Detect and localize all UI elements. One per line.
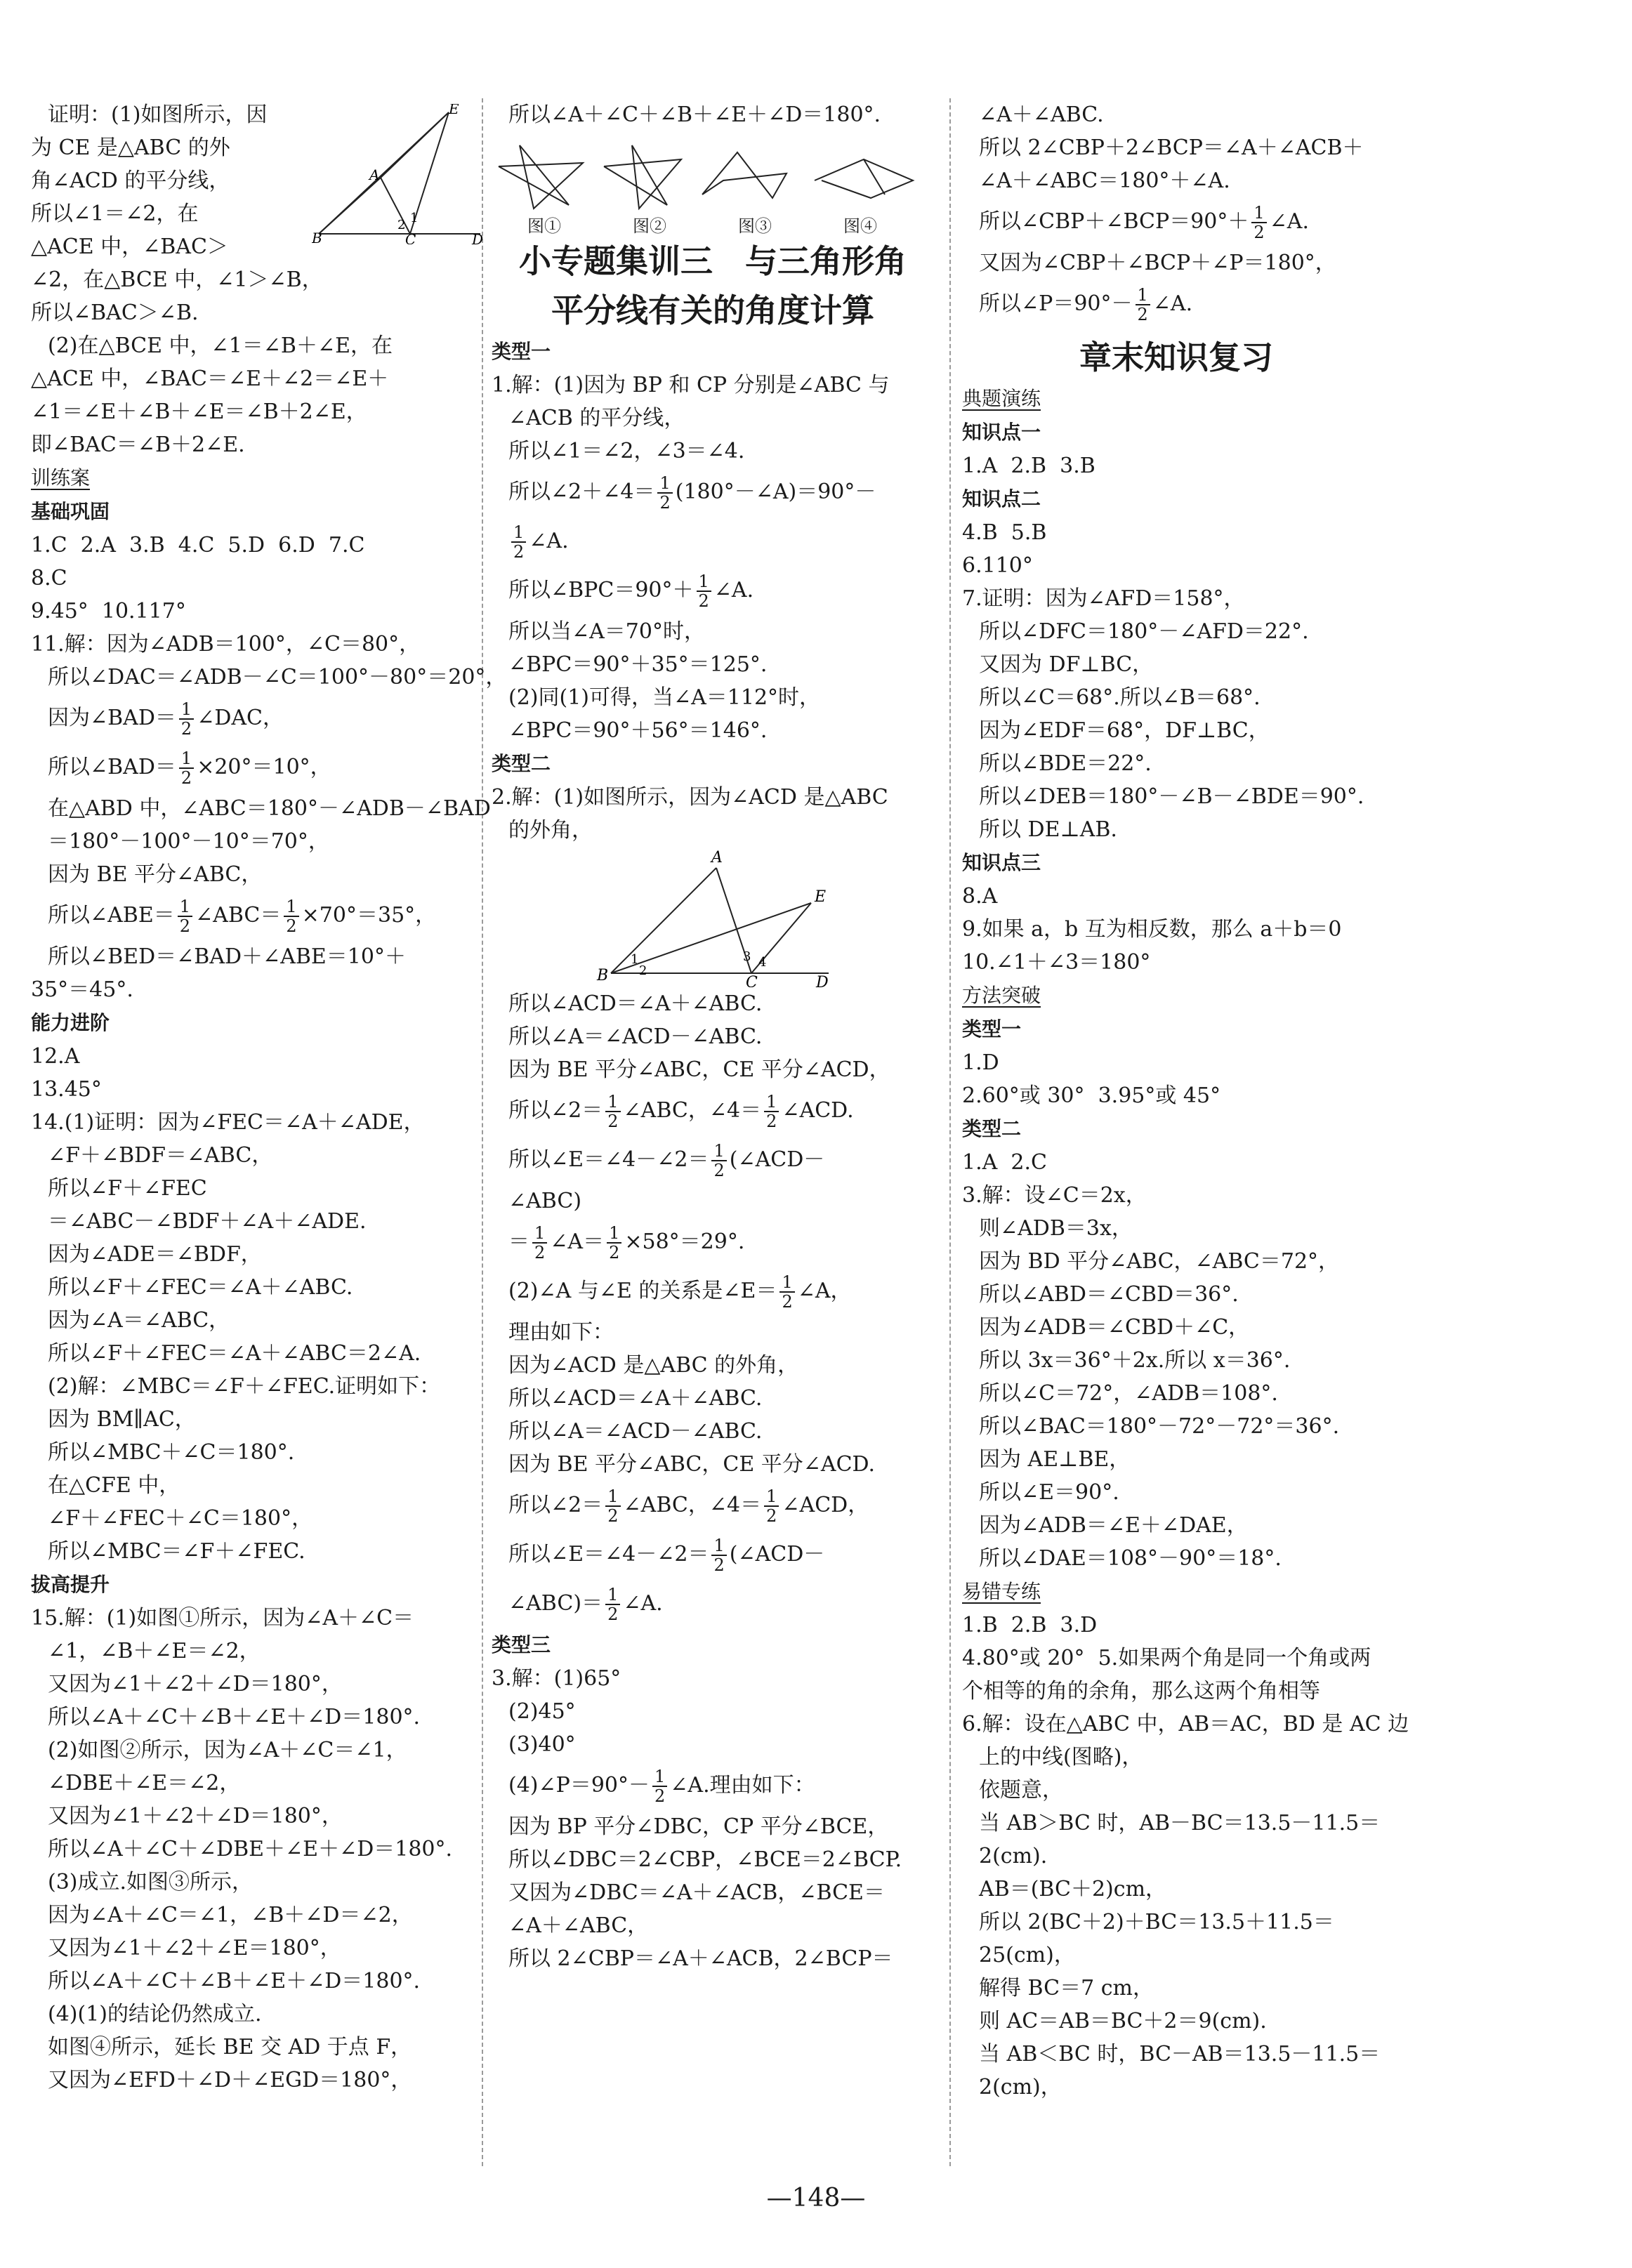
solution-line: 所以∠DAC＝∠ADB－∠C＝100°－80°＝20°， — [48, 665, 507, 690]
solution-line: 2.解：(1)如图所示，因为∠ACD 是△ABC — [492, 785, 888, 810]
solution-line: ∠BPC＝90°＋56°＝146°. — [508, 718, 768, 743]
solution-line: AB＝(BC＋2)cm， — [979, 1877, 1167, 1901]
fraction: $\frac{1}{2}$ — [605, 1487, 620, 1525]
solution-line: 依题意， — [979, 1778, 1063, 1802]
solution-line: 所以∠BAC＝180°－72°－72°＝36°. — [979, 1414, 1340, 1439]
section-heading-dianti: 典题演练 — [962, 387, 1041, 410]
solution-line-fraction: 所以∠2＋∠4＝ $\frac{1}{2}$ (180°－∠A)＝90°－ — [508, 473, 876, 513]
fig-caption-3: 图③ — [738, 216, 772, 236]
solution-line: 所以∠ACD＝∠A＋∠ABC. — [508, 991, 763, 1016]
type-heading: 类型一 — [962, 1017, 1022, 1041]
solution-line: 14.(1)证明：因为∠FEC＝∠A＋∠ADE， — [31, 1110, 425, 1135]
answer-line: 个相等的角的余角，那么这两个角相等 — [962, 1679, 1320, 1703]
solution-line: 因为∠ADB＝∠E＋∠DAE， — [979, 1513, 1248, 1538]
star-figures — [492, 131, 927, 216]
solution-line: ∠ACB 的平分线， — [508, 406, 685, 430]
solution-line: 所以∠F＋∠FEC＝∠A＋∠ABC. — [48, 1275, 353, 1300]
fraction: $\frac{1}{2}$ — [652, 1767, 667, 1805]
fraction: $\frac{1}{2}$ — [284, 897, 298, 935]
solution-line-fraction: 所以∠BPC＝90°＋ $\frac{1}{2}$ ∠A. — [508, 572, 754, 611]
solution-line: 所以∠MBC＝∠F＋∠FEC. — [48, 1539, 305, 1564]
solution-line: ∠A＋∠ABC＝180°＋∠A. — [979, 169, 1230, 193]
solution-line: 所以∠BDE＝22°. — [979, 751, 1152, 776]
answer-line: 8.A — [962, 884, 998, 909]
fraction: $\frac{1}{2}$ — [764, 1093, 779, 1130]
fraction: $\frac{1}{2}$ — [711, 1142, 726, 1180]
solution-line: 因为 AE⊥BE， — [979, 1447, 1131, 1472]
answer-line: 1.A 2.B 3.B — [962, 454, 1095, 478]
solution-line: ∠A＋∠ABC， — [508, 1913, 649, 1938]
solution-line: 所以∠DFC＝180°－∠AFD＝22°. — [979, 619, 1309, 644]
solution-line: 上的中线(图略)， — [979, 1745, 1143, 1769]
solution-line: 因为 BE 平分∠ABC，CE 平分∠ACD， — [508, 1057, 890, 1082]
answer-line: 9.45° 10.117° — [31, 599, 186, 624]
proof-line: 即∠BAC＝∠B＋2∠E. — [31, 433, 245, 457]
solution-line: 所以∠C＝72°，∠ADB＝108°. — [979, 1381, 1278, 1406]
section-heading-nengli: 能力进阶 — [31, 1011, 110, 1034]
fraction: $\frac{1}{2}$ — [1251, 204, 1266, 242]
answer-line: 8.C — [31, 566, 67, 591]
solution-line-fraction: ∠ABC)＝ $\frac{1}{2}$ ∠A. — [508, 1585, 663, 1624]
fig2-label-a: A — [711, 849, 723, 866]
solution-line: 因为∠A＋∠C＝∠1，∠B＋∠D＝∠2， — [48, 1903, 413, 1927]
fraction: $\frac{1}{2}$ — [1136, 286, 1150, 324]
fig-label-b: B — [312, 230, 322, 244]
solution-line: 在△CFE 中， — [48, 1473, 180, 1498]
answer-line: 1.D — [962, 1050, 999, 1075]
solution-line: 因为∠ACD 是△ABC 的外角， — [508, 1353, 799, 1378]
proof-line: (2)在△BCE 中，∠1＝∠B＋∠E，在 — [48, 334, 393, 358]
proof-line: △ACE 中，∠BAC＝∠E＋∠2＝∠E＋ — [31, 367, 389, 391]
solution-line: 因为∠ADE＝∠BDF， — [48, 1242, 262, 1267]
solution-line: 因为∠A＝∠ABC， — [48, 1308, 230, 1333]
solution-line-fraction: ＝ $\frac{1}{2}$ ∠A＝ $\frac{1}{2}$ ×58°＝29°. — [508, 1223, 745, 1262]
solution-line-fraction: 所以∠BAD＝ $\frac{1}{2}$ ×20°＝10°， — [48, 749, 331, 788]
solution-line-fraction: 所以∠E＝∠4－∠2＝ $\frac{1}{2}$ (∠ACD－ — [508, 1536, 825, 1575]
solution-line: (2)如图②所示，因为∠A＋∠C＝∠1， — [48, 1738, 407, 1762]
solution-line: 所以∠BED＝∠BAD＋∠ABE＝10°＋ — [48, 944, 406, 969]
fig-caption-4: 图④ — [843, 216, 877, 236]
fig2-label-3: 3 — [743, 949, 751, 964]
fraction: $\frac{1}{2}$ — [511, 523, 526, 561]
solution-line: 所以当∠A＝70°时， — [508, 619, 705, 644]
solution-line: 所以∠F＋∠FEC＝∠A＋∠ABC＝2∠A. — [48, 1341, 421, 1366]
chapter-review-title: 章末知识复习 — [1079, 338, 1273, 376]
column-right — [962, 98, 1409, 2104]
solution-line: ∠DBE＋∠E＝∠2， — [48, 1771, 241, 1795]
fraction: $\frac{1}{2}$ — [605, 1093, 620, 1130]
fig2-label-1: 1 — [631, 952, 639, 967]
solution-line: 15.解：(1)如图①所示，因为∠A＋∠C＝ — [31, 1606, 414, 1630]
solution-line: 如图④所示，延长 BE 交 AD 于点 F， — [48, 2035, 412, 2059]
solution-line: 所以 DE⊥AB. — [979, 817, 1117, 842]
solution-line: 所以∠A＝∠ACD－∠ABC. — [508, 1024, 763, 1049]
triangle-figure-ace — [312, 104, 487, 244]
solution-line: 又因为∠CBP＋∠BCP＋∠P＝180°， — [979, 251, 1336, 275]
solution-line: 因为∠EDF＝68°，DF⊥BC， — [979, 718, 1270, 743]
solution-line: 在△ABD 中，∠ABC＝180°－∠ADB－∠BAD — [48, 796, 491, 821]
knowledge-point-heading: 知识点二 — [962, 487, 1041, 510]
solution-line: (2)解：∠MBC＝∠F＋∠FEC.证明如下： — [48, 1374, 441, 1399]
answer-line: 1.C 2.A 3.B 4.C 5.D 6.D 7.C — [31, 533, 365, 558]
solution-line: 又因为∠DBC＝∠A＋∠ACB，∠BCE＝ — [508, 1880, 885, 1905]
page-number: —148— — [766, 2184, 866, 2213]
fig-label-1: 1 — [410, 211, 419, 225]
solution-line-fraction: 所以∠P＝90°－ $\frac{1}{2}$ ∠A. — [979, 285, 1193, 324]
solution-line: 当 AB＜BC 时，BC－AB＝13.5－11.5＝ — [979, 2042, 1381, 2066]
type-heading: 类型三 — [492, 1633, 551, 1656]
fig-label-c: C — [405, 231, 416, 244]
fraction: $\frac{1}{2}$ — [764, 1487, 779, 1525]
solution-line: ∠A＋∠ABC. — [979, 103, 1104, 127]
solution-line: 所以∠A＋∠C＋∠B＋∠E＋∠D＝180°. — [48, 1705, 421, 1729]
solution-line: 所以∠DBC＝2∠CBP，∠BCE＝2∠BCP. — [508, 1847, 902, 1872]
solution-line: 所以∠E＝90°. — [979, 1480, 1119, 1505]
answer-line: 2.60°或 30° 3.95°或 45° — [962, 1083, 1221, 1108]
solution-line: 所以∠A＋∠C＋∠B＋∠E＋∠D＝180°. — [508, 103, 881, 127]
solution-line: 所以∠F＋∠FEC — [48, 1176, 207, 1201]
solution-line: 3.解：设∠C＝2x， — [962, 1183, 1147, 1208]
fraction: $\frac{1}{2}$ — [179, 749, 194, 787]
knowledge-point-heading: 知识点一 — [962, 421, 1041, 444]
proof-line: △ACE 中，∠BAC＞ — [31, 235, 228, 259]
solution-line: (4)(1)的结论仍然成立. — [48, 2002, 262, 2026]
answer-line: 9.如果 a，b 互为相反数，那么 a＋b＝0 — [962, 917, 1342, 942]
solution-line: 3.解：(1)65° — [492, 1666, 621, 1691]
fig2-label-e: E — [815, 888, 827, 906]
solution-line: 的外角， — [508, 818, 593, 843]
proof-line: 证明：(1)如图所示，因 — [48, 103, 268, 127]
solution-line: 因为 BD 平分∠ABC，∠ABC＝72°， — [979, 1249, 1340, 1274]
fraction: $\frac{1}{2}$ — [178, 897, 192, 935]
solution-line: 因为 BP 平分∠DBC，CP 平分∠BCE， — [508, 1814, 889, 1839]
fraction: $\frac{1}{2}$ — [697, 572, 711, 610]
solution-line: 所以∠DEB＝180°－∠B－∠BDE＝90°. — [979, 784, 1364, 809]
solution-line: 理由如下： — [508, 1320, 614, 1345]
solution-line: 所以 3x＝36°＋2x.所以 x＝36°. — [979, 1348, 1291, 1373]
solution-line: 所以∠ACD＝∠A＋∠ABC. — [508, 1386, 763, 1411]
section-heading-bagao: 拔高提升 — [31, 1573, 110, 1596]
fraction: $\frac{1}{2}$ — [605, 1585, 620, 1623]
solution-line-fraction: 所以∠2＝ $\frac{1}{2}$ ∠ABC，∠4＝ $\frac{1}{2}$ ∠ACD. — [508, 1092, 854, 1131]
answer-line: 6.110° — [962, 553, 1033, 578]
solution-line-fraction: 所以∠CBP＋∠BCP＝90°＋ $\frac{1}{2}$ ∠A. — [979, 203, 1309, 242]
solution-line: 25(cm)， — [979, 1943, 1075, 1967]
section-heading-jichu: 基础巩固 — [31, 500, 110, 523]
solution-line: (2)同(1)可得，当∠A＝112°时， — [508, 685, 821, 710]
column-divider-2 — [949, 98, 951, 2166]
solution-line-fraction: 所以∠2＝ $\frac{1}{2}$ ∠ABC，∠4＝ $\frac{1}{2}$ ∠ACD， — [508, 1486, 869, 1526]
solution-line-fraction: (4)∠P＝90°－ $\frac{1}{2}$ ∠A.理由如下： — [508, 1767, 815, 1806]
solution-line: 所以 2(BC＋2)＋BC＝13.5＋11.5＝ — [979, 1910, 1334, 1934]
proof-line: ∠1＝∠E＋∠B＋∠E＝∠B＋2∠E， — [31, 400, 367, 424]
section-heading-fangfa: 方法突破 — [962, 984, 1041, 1007]
type-heading: 类型一 — [492, 340, 551, 363]
solution-line: 6.解：设在△ABC 中，AB＝AC，BD 是 AC 边 — [962, 1712, 1409, 1736]
answer-line: 13.45° — [31, 1077, 102, 1102]
fraction: $\frac{1}{2}$ — [179, 700, 194, 738]
fig-label-a: A — [369, 166, 380, 183]
solution-line: 所以∠C＝68°.所以∠B＝68°. — [979, 685, 1261, 710]
solution-line-fraction: 因为∠BAD＝ $\frac{1}{2}$ ∠DAC， — [48, 699, 284, 739]
fraction: $\frac{1}{2}$ — [779, 1273, 794, 1311]
solution-line-fraction: (2)∠A 与∠E 的关系是∠E＝ $\frac{1}{2}$ ∠A， — [508, 1272, 852, 1312]
solution-line: 当 AB＞BC 时，AB－BC＝13.5－11.5＝ — [979, 1811, 1381, 1835]
solution-line: 所以∠A＝∠ACD－∠ABC. — [508, 1419, 763, 1444]
solution-line: (3)40° — [508, 1732, 576, 1757]
proof-line: 为 CE 是△ABC 的外 — [31, 136, 230, 160]
solution-line: 所以∠MBC＋∠C＝180°. — [48, 1440, 295, 1465]
solution-line: 又因为∠1＋∠2＋∠D＝180°， — [48, 1804, 343, 1828]
solution-line: 因为∠ADB＝∠CBD＋∠C， — [979, 1315, 1250, 1340]
answer-line: 4.80°或 20° 5.如果两个角是同一个角或两 — [962, 1646, 1371, 1670]
fig2-label-d: D — [816, 974, 829, 987]
solution-line: ∠BPC＝90°＋35°＝125°. — [508, 652, 768, 677]
solution-line-fraction: $\frac{1}{2}$ ∠A. — [492, 517, 934, 566]
solution-line-fraction: 所以∠E＝∠4－∠2＝ $\frac{1}{2}$ (∠ACD－ — [508, 1141, 825, 1180]
section-heading-xunlian: 训练案 — [31, 466, 91, 489]
fig2-label-4: 4 — [758, 955, 767, 970]
fig2-label-2: 2 — [639, 963, 647, 978]
fraction: $\frac{1}{2}$ — [532, 1224, 547, 1262]
solution-line: 所以 2∠CBP＝∠A＋∠ACB，2∠BCP＝ — [508, 1946, 893, 1971]
solution-line: ∠F＋∠FEC＋∠C＝180°， — [48, 1506, 313, 1531]
answer-line: 1.B 2.B 3.D — [962, 1613, 1098, 1637]
solution-line: 因为 BE 平分∠ABC，CE 平分∠ACD. — [508, 1452, 876, 1477]
solution-line: 则∠ADB＝3x， — [979, 1216, 1133, 1241]
fig-caption-1: 图① — [527, 216, 561, 236]
solution-line: 因为 BE 平分∠ABC， — [48, 862, 263, 887]
triangle-figure-abc-e — [492, 847, 927, 987]
solution-line: 所以∠A＋∠C＋∠B＋∠E＋∠D＝180°. — [48, 1969, 421, 1993]
fig2-label-b: B — [597, 967, 609, 984]
solution-line: 所以∠DAE＝108°－90°＝18°. — [979, 1546, 1282, 1571]
solution-line: ∠ABC) — [508, 1189, 582, 1213]
section-title-line2: 平分线有关的角度计算 — [551, 291, 874, 329]
solution-line: ＝180°－100°－10°＝70°， — [48, 829, 329, 854]
solution-line: 又因为∠1＋∠2＋∠D＝180°， — [48, 1672, 343, 1696]
solution-line: 因为 BM∥AC， — [48, 1407, 196, 1432]
fig-label-2: 2 — [397, 218, 406, 232]
section-title-line1: 小专题集训三 与三角形角 — [519, 242, 907, 280]
solution-line: 7.证明：因为∠AFD＝158°， — [962, 586, 1245, 611]
solution-line: 11.解：因为∠ADB＝100°，∠C＝80°， — [31, 632, 421, 657]
solution-line: 又因为∠EFD＋∠D＋∠EGD＝180°， — [48, 2068, 412, 2092]
answer-line: 12.A — [31, 1044, 80, 1069]
solution-line: 35°＝45°. — [31, 977, 133, 1002]
proof-line: 所以∠1＝∠2，在 — [31, 202, 199, 226]
solution-line: 所以∠ABD＝∠CBD＝36°. — [979, 1282, 1239, 1307]
answer-line: 10.∠1＋∠3＝180° — [962, 950, 1151, 975]
solution-line: 2(cm)， — [979, 2075, 1062, 2099]
solution-line: 所以∠1＝∠2，∠3＝∠4. — [508, 439, 745, 463]
proof-line: 所以∠BAC＞∠B. — [31, 301, 199, 325]
solution-line: ∠F＋∠BDF＝∠ABC， — [48, 1143, 273, 1168]
solution-line: (2)45° — [508, 1699, 576, 1724]
solution-line: 解得 BC＝7 cm， — [979, 1976, 1154, 2000]
proof-line: 角∠ACD 的平分线， — [31, 169, 230, 193]
figure-captions — [492, 216, 913, 237]
proof-line: ∠2，在△BCE 中，∠1＞∠B， — [31, 268, 323, 292]
knowledge-point-heading: 知识点三 — [962, 851, 1041, 874]
solution-line: 2(cm). — [979, 1844, 1048, 1868]
solution-line: 又因为 DF⊥BC， — [979, 652, 1154, 677]
solution-line: ＝∠ABC－∠BDF＋∠A＋∠ADE. — [48, 1209, 367, 1234]
column-middle — [492, 98, 934, 1975]
fig-label-d: D — [472, 231, 484, 244]
fraction: $\frac{1}{2}$ — [607, 1224, 621, 1262]
column-divider-1 — [482, 98, 483, 2166]
solution-line: 1.解：(1)因为 BP 和 CP 分别是∠ABC 与 — [492, 373, 890, 397]
solution-line: (3)成立.如图③所示， — [48, 1870, 254, 1894]
type-heading: 类型二 — [962, 1117, 1022, 1140]
solution-line: 所以∠A＋∠C＋∠DBE＋∠E＋∠D＝180°. — [48, 1837, 453, 1861]
answer-line: 1.A 2.C — [962, 1150, 1047, 1175]
solution-line: ∠1，∠B＋∠E＝∠2， — [48, 1639, 261, 1663]
solution-line: 则 AC＝AB＝BC＋2＝9(cm). — [979, 2009, 1267, 2033]
solution-line: 又因为∠1＋∠2＋∠E＝180°， — [48, 1936, 341, 1960]
solution-line-fraction: 所以∠ABE＝ $\frac{1}{2}$ ∠ABC＝ $\frac{1}{2}$ ×70°＝35°， — [48, 897, 437, 936]
fraction: $\frac{1}{2}$ — [711, 1536, 726, 1574]
fig2-label-c: C — [746, 974, 758, 987]
type-heading: 类型二 — [492, 752, 551, 775]
answer-line: 4.B 5.B — [962, 520, 1047, 545]
fig-caption-2: 图② — [633, 216, 666, 236]
fraction: $\frac{1}{2}$ — [657, 474, 672, 512]
fig-label-e: E — [449, 104, 459, 117]
section-heading-yicuo: 易错专练 — [962, 1580, 1041, 1603]
column-left — [31, 98, 507, 2097]
solution-line: 所以 2∠CBP＋2∠BCP＝∠A＋∠ACB＋ — [979, 136, 1364, 160]
